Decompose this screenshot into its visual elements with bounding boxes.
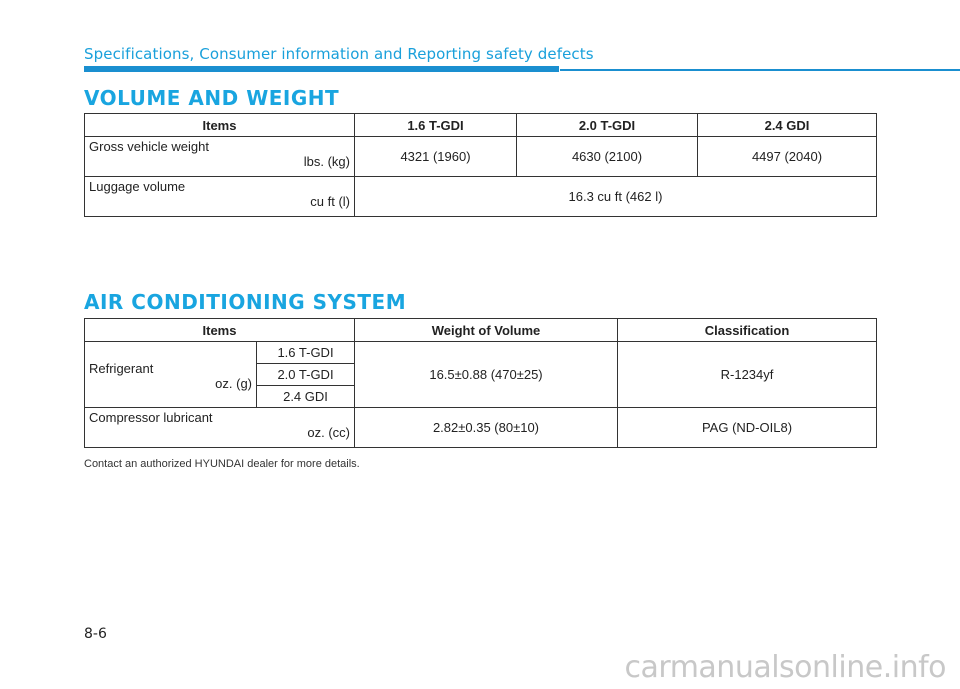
table-cell: 16.3 cu ft (462 l) [355,177,877,217]
table-cell: 4321 (1960) [355,137,517,177]
air-conditioning-title: AIR CONDITIONING SYSTEM [84,290,407,314]
dealer-note: Contact an authorized HYUNDAI dealer for more details. [84,458,360,470]
volume-weight-table [84,113,877,217]
row-unit: lbs. (kg) [303,154,350,169]
table-header-row [85,114,877,137]
row-label: Refrigerant [89,360,154,376]
table-cell: R-1234yf [618,342,877,408]
row-label-cell [85,177,355,217]
row-label-cell [85,408,355,448]
air-conditioning-table [84,318,877,448]
table-cell: 4497 (2040) [698,137,877,177]
row-label: Luggage volume [89,179,186,194]
table-row [85,342,877,364]
table-cell: 2.82±0.35 (80±10) [355,408,618,448]
row-label: Gross vehicle weight [89,139,209,154]
table-cell: 16.5±0.88 (470±25) [355,342,618,408]
row-unit: oz. (g) [215,375,252,391]
table-row [85,177,877,217]
column-header: Classification [618,319,877,342]
table-row [85,408,877,448]
table-cell: 4630 (2100) [517,137,698,177]
column-header: 2.4 GDI [698,114,877,137]
row-label-cell [85,137,355,177]
row-label-cell [85,342,257,408]
column-header: 2.0 T-GDI [517,114,698,137]
row-unit: cu ft (l) [310,194,350,209]
column-header: 1.6 T-GDI [355,114,517,137]
engine-cell: 2.0 T-GDI [257,364,355,386]
page-number: 8-6 [84,626,107,642]
table-row [85,137,877,177]
column-header: Weight of Volume [355,319,618,342]
column-header: Items [85,114,355,137]
header-rule-thick [84,66,559,72]
table-cell: PAG (ND-OIL8) [618,408,877,448]
volume-weight-title: VOLUME AND WEIGHT [84,86,340,110]
header-title: Specifications, Consumer information and Reporting safety defects [84,45,594,63]
engine-cell: 2.4 GDI [257,386,355,408]
engine-cell: 1.6 T-GDI [257,342,355,364]
header-rule-thin [560,69,960,71]
row-unit: oz. (cc) [307,425,350,440]
watermark-text: carmanualsonline.info [624,650,946,685]
column-header: Items [85,319,355,342]
table-header-row [85,319,877,342]
row-label: Compressor lubricant [89,410,213,425]
